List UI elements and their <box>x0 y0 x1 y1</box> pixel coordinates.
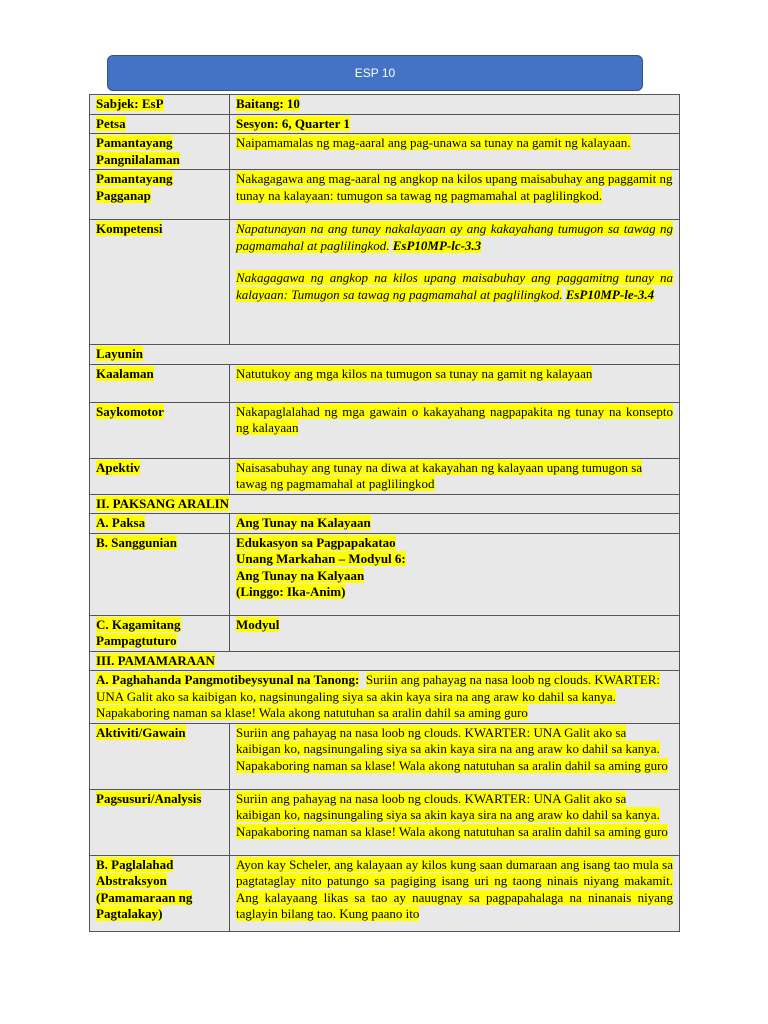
materials-label-cell <box>90 615 230 651</box>
psychomotor-text: Nakapaglalahad ng mga gawain o kakayahang nagpapakita ng tunay na konsepto ng kalayaan <box>236 403 673 435</box>
procedure-heading-cell <box>90 651 680 671</box>
reference-cell <box>230 533 680 615</box>
topic-label: A. Paksa <box>96 515 146 530</box>
grade-label: Baitang: 10 <box>236 96 300 111</box>
table-row <box>90 458 680 494</box>
table-row <box>90 615 680 651</box>
table-row <box>90 723 680 789</box>
motivation-cell <box>90 671 680 724</box>
competency-1-code: EsP10MP-lc-3.3 <box>392 237 482 253</box>
reference-line-2: Unang Markahan – Modyul 6: <box>236 551 406 566</box>
table-row <box>90 134 680 170</box>
table-row <box>90 494 680 514</box>
date-cell <box>90 114 230 134</box>
subject-cell <box>90 95 230 115</box>
competency-2-text: Nakagagawa ng angkop na kilos upang maisabuhay ang paggamitng tunay na kalayaan: Tumugon sa tawag ng pagmamahal at paglilingkod. <box>236 270 673 302</box>
activity-label: Aktiviti/Gawain <box>96 724 186 740</box>
topic-label-cell <box>90 514 230 534</box>
content-standard-label-cell <box>90 134 230 170</box>
activity-text-cell <box>230 723 680 789</box>
table-row <box>90 855 680 931</box>
table-row <box>90 651 680 671</box>
content-standard-text-cell <box>230 134 680 170</box>
table-row <box>90 95 680 115</box>
competency-label: Kompetensi <box>96 221 163 236</box>
abstraction-label-4: Pagtalakay) <box>96 906 163 921</box>
performance-standard-text: Nakagagawa ang mag-aaral ng angkop na kilos upang maisabuhay ang paggamit ng tunay na kalayaan: tumugon sa tawag ng pagmamahal at paglilingkod. <box>236 171 673 203</box>
psychomotor-label-cell <box>90 402 230 458</box>
title-banner <box>107 55 643 91</box>
affective-label: Apektiv <box>96 459 141 475</box>
content-standard-label-1: Pamantayang <box>96 135 173 150</box>
topic-cell <box>230 514 680 534</box>
competency-1-text: Napatunayan na ang tunay nakalayaan ay ang kakayahang tumugon sa tawag ng pagmamahal at paglilingkod. <box>236 221 673 253</box>
abstraction-label-2: Abstraksyon <box>96 873 167 888</box>
performance-standard-label-1: Pamantayang <box>96 171 173 186</box>
materials-cell <box>230 615 680 651</box>
affective-text-cell <box>230 458 680 494</box>
reference-label: B. Sanggunian <box>96 534 177 550</box>
abstraction-label-3: (Pamamaraan ng <box>96 889 193 905</box>
performance-standard-label-2: Pagganap <box>96 187 151 203</box>
psychomotor-text-cell <box>230 402 680 458</box>
table-row <box>90 364 680 402</box>
analysis-label: Pagsusuri/Analysis <box>96 790 202 806</box>
table-row <box>90 220 680 345</box>
abstraction-label-1: B. Paglalahad <box>96 856 174 872</box>
table-row <box>90 345 680 365</box>
knowledge-label: Kaalaman <box>96 365 154 381</box>
date-label: Petsa <box>96 115 126 131</box>
motivation-label: A. Paghahanda Pangmotibeysyunal na Tanong: <box>96 672 360 687</box>
table-row <box>90 402 680 458</box>
lesson-plan-table <box>89 94 680 932</box>
content-standard-label-2: Pangnilalaman <box>96 151 180 167</box>
table-row <box>90 170 680 220</box>
materials-label-1: C. Kagamitang <box>96 616 181 632</box>
motivation-text: Suriin ang pahayag na nasa loob ng clouds. KWARTER: UNA Galit ako sa kaibigan ko, nagsinungaling siya sa akin kaya sira na ang araw ko dahil sa kanya. Napakaboring naman sa klase! Wala akong natutuhan sa aralin dahil sa aming guro <box>96 672 661 720</box>
performance-standard-label-cell <box>90 170 230 220</box>
analysis-text-cell <box>230 789 680 855</box>
objectives-heading-cell <box>90 345 680 365</box>
procedure-heading: III. PAMAMARAAN <box>96 652 215 668</box>
reference-label-cell <box>90 533 230 615</box>
competency-spacer <box>236 254 673 270</box>
performance-standard-text-cell <box>230 170 680 220</box>
banner-title: ESP 10 <box>354 66 396 80</box>
topic-text: Ang Tunay na Kalayaan <box>236 515 371 530</box>
session-cell <box>230 114 680 134</box>
materials-text: Modyul <box>236 616 280 632</box>
competency-2-code: EsP10MP-le-3.4 <box>565 286 655 302</box>
analysis-text: Suriin ang pahayag na nasa loob ng clouds. KWARTER: UNA Galit ako sa kaibigan ko, nagsinungaling siya sa akin kaya sira na ang araw ko dahil sa kanya. Napakaboring naman sa klase! Wala akong natutuhan sa aralin dahil sa aming guro <box>236 790 668 839</box>
knowledge-label-cell <box>90 364 230 402</box>
abstraction-text: Ayon kay Scheler, ang kalayaan ay kilos kung saan dumaraan ang isang tao mula sa pagtataglay nito patungo sa pagiging isang uri ng taong ninais niyang makamit. Ang kalayaang likas sa tao ay nauugnay sa pagpapahalaga na ninanais niyang taglayin bilang tao. Kung paano ito <box>236 856 673 921</box>
reference-line-3: Ang Tunay na Kalyaan <box>236 567 365 583</box>
activity-text: Suriin ang pahayag na nasa loob ng clouds. KWARTER: UNA Galit ako sa kaibigan ko, nagsinungaling siya sa akin kaya sira na ang araw ko dahil sa kanya. Napakaboring naman sa klase! Wala akong natutuhan sa aralin dahil sa aming guro <box>236 724 668 773</box>
reference-line-1: Edukasyon sa Pagpapakatao <box>236 534 396 550</box>
content-standard-text: Naipamamalas ng mag-aaral ang pag-unawa sa tunay na gamit ng kalayaan. <box>236 135 631 150</box>
objectives-heading: Layunin <box>96 346 143 361</box>
activity-label-cell <box>90 723 230 789</box>
psychomotor-label: Saykomotor <box>96 403 164 419</box>
affective-label-cell <box>90 458 230 494</box>
materials-label-2: Pampagtuturo <box>96 633 177 648</box>
knowledge-text-cell <box>230 364 680 402</box>
session-label: Sesyon: 6, Quarter 1 <box>236 115 350 131</box>
table-row <box>90 533 680 615</box>
abstraction-label-cell <box>90 855 230 931</box>
table-row <box>90 789 680 855</box>
reference-line-4: (Linggo: Ika-Anim) <box>236 584 346 599</box>
subject-matter-heading: II. PAKSANG ARALIN <box>96 495 230 511</box>
grade-cell <box>230 95 680 115</box>
competency-text-cell <box>230 220 680 345</box>
table-row <box>90 514 680 534</box>
knowledge-text: Natutukoy ang mga kilos na tumugon sa tunay na gamit ng kalayaan <box>236 365 593 381</box>
table-row <box>90 671 680 724</box>
abstraction-text-cell <box>230 855 680 931</box>
affective-text: Naisasabuhay ang tunay na diwa at kakayahan ng kalayaan upang tumugon sa tawag ng pagmamahal at paglilingkod <box>236 459 643 491</box>
analysis-label-cell <box>90 789 230 855</box>
subject-matter-heading-cell <box>90 494 680 514</box>
table-row <box>90 114 680 134</box>
subject-label: Sabjek: EsP <box>96 96 164 111</box>
competency-label-cell <box>90 220 230 345</box>
